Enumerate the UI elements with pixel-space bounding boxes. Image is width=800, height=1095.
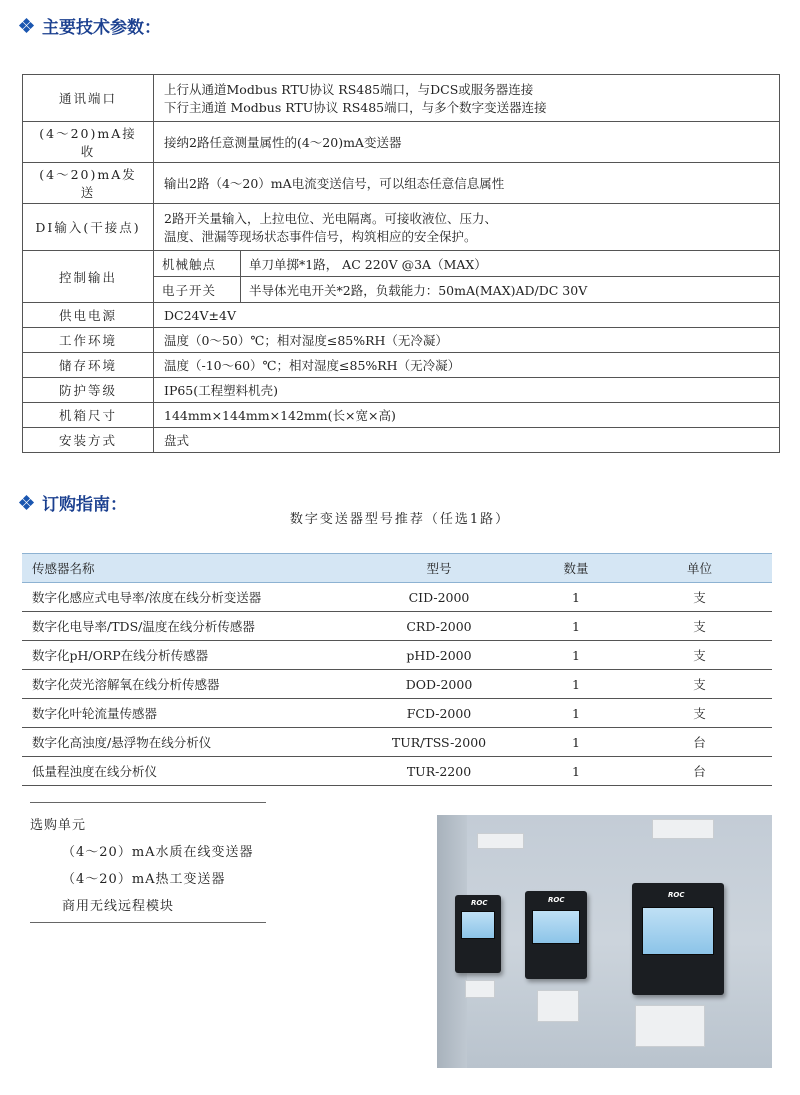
header-quantity: 数量 [525,554,627,583]
table-row [22,728,772,757]
optional-item: （4～20）mA水质在线变送器 [62,845,254,860]
table-row [22,583,772,612]
spec-value [154,251,780,303]
order-header-row [22,554,772,583]
spec-row [23,428,780,453]
order-table [22,553,772,786]
cell-unit: 支 [627,583,772,612]
spec-label: 防护等级 [23,378,154,403]
spec-value: 接纳2路任意测量属性的(4～20)mA变送器 [154,122,780,163]
spec-row [23,328,780,353]
optional-title: 选购单元 [30,818,87,833]
spec-label: (4～20)mA接收 [23,122,154,163]
spec-value-line: 下行主通道 Modbus RTU协议 RS485端口，与多个数字变送器连接 [164,100,547,115]
spec-row [23,75,780,122]
device-medium [525,891,587,979]
cell-model: TUR-2200 [353,757,525,786]
cell-name: 数字化电导率/TDS/温度在线分析传感器 [22,612,353,641]
control-output-subtable [154,251,779,302]
table-row [22,670,772,699]
spec-value: 温度（-10～60）℃；相对湿度≤85%RH（无冷凝） [154,353,780,378]
cell-qty: 1 [525,757,627,786]
brand-logo: ROC [668,891,685,899]
spec-label: 储存环境 [23,353,154,378]
header-sensor-name: 传感器名称 [22,554,353,583]
device-screen [532,910,580,944]
device-screen [461,911,495,939]
spec-label: 通讯端口 [23,75,154,122]
brand-logo: ROC [548,896,565,904]
device-small [455,895,501,973]
optional-bottom-divider [30,922,266,923]
product-photo [437,815,772,1068]
optional-top-divider [30,802,266,803]
header-unit: 单位 [627,554,772,583]
panel-sticker [635,1005,705,1047]
table-row [22,612,772,641]
sub-label: 机械触点 [154,251,241,277]
panel-sticker [652,819,714,839]
cell-qty: 1 [525,670,627,699]
spec-value: 盘式 [154,428,780,453]
cell-qty: 1 [525,699,627,728]
spec-value: DC24V±4V [154,303,780,328]
spec-value-line: 2路开关量输入，上拉电位、光电隔离。可接收液位、压力、 [164,211,497,226]
spec-value [154,75,780,122]
spec-row [23,303,780,328]
spec-value: 温度（0～50）℃；相对湿度≤85%RH（无冷凝） [154,328,780,353]
header-model: 型号 [353,554,525,583]
cell-unit: 台 [627,728,772,757]
spec-value [154,204,780,251]
cell-model: CID-2000 [353,583,525,612]
cell-name: 低量程浊度在线分析仪 [22,757,353,786]
cell-unit: 支 [627,699,772,728]
device-large [632,883,724,995]
cell-model: FCD-2000 [353,699,525,728]
spec-section-title: 主要技术参数： [20,13,161,38]
spec-row [23,163,780,204]
cell-qty: 1 [525,728,627,757]
spec-label: 机箱尺寸 [23,403,154,428]
spec-row [23,122,780,163]
order-caption: 数字变送器型号推荐（任选1路） [289,512,511,527]
cell-unit: 支 [627,612,772,641]
panel-sticker [477,833,524,849]
sub-value: 半导体光电开关*2路，负载能力：50mA(MAX)AD/DC 30V [249,282,588,298]
cell-name: 数字化感应式电导率/浓度在线分析变送器 [22,583,353,612]
cell-name: 数字化荧光溶解氧在线分析传感器 [22,670,353,699]
cell-model: pHD-2000 [353,641,525,670]
sub-label: 电子开关 [154,277,241,303]
cell-model: DOD-2000 [353,670,525,699]
spec-value: IP65(工程塑料机壳) [154,378,780,403]
cell-unit: 支 [627,670,772,699]
spec-label: 工作环境 [23,328,154,353]
order-section-title: 订购指南： [20,490,127,515]
table-row [22,757,772,786]
cell-qty: 1 [525,583,627,612]
cell-qty: 1 [525,641,627,670]
device-screen [642,907,714,955]
spec-label: DI输入(干接点) [23,204,154,251]
sub-row [154,251,779,277]
panel-sticker [465,980,495,998]
spec-row [23,353,780,378]
optional-item: （4～20）mA热工变送器 [62,872,226,887]
cell-model: CRD-2000 [353,612,525,641]
cell-name: 数字化叶轮流量传感器 [22,699,353,728]
spec-table [22,74,780,453]
panel-sticker [537,990,579,1022]
spec-label: (4～20)mA发送 [23,163,154,204]
table-row [22,699,772,728]
sub-value: 单刀单掷*1路， AC 220V @3A（MAX） [241,251,780,277]
cell-qty: 1 [525,612,627,641]
diamond-bullet-icon [20,19,34,33]
spec-label: 供电电源 [23,303,154,328]
spec-label: 控制输出 [23,251,154,303]
spec-row [23,378,780,403]
cell-unit: 支 [627,641,772,670]
spec-label: 安装方式 [23,428,154,453]
cell-unit: 台 [627,757,772,786]
brand-logo: ROC [471,899,488,907]
spec-row [23,204,780,251]
spec-value: 输出2路（4～20）mA电流变送信号，可以组态任意信息属性 [154,163,780,204]
spec-value-line: 上行从通道Modbus RTU协议 RS485端口，与DCS或服务器连接 [164,82,534,97]
cell-name: 数字化pH/ORP在线分析传感器 [22,641,353,670]
spec-value-line: 温度、泄漏等现场状态事件信号，构筑相应的安全保护。 [164,229,477,244]
cell-model: TUR/TSS-2000 [353,728,525,757]
spec-row [23,403,780,428]
spec-row [23,251,780,303]
optional-item: 商用无线远程模块 [62,899,175,914]
cell-name: 数字化高浊度/悬浮物在线分析仪 [22,728,353,757]
table-row [22,641,772,670]
spec-value: 144mm×144mm×142mm(长×宽×高) [154,403,780,428]
sub-row [154,277,779,303]
